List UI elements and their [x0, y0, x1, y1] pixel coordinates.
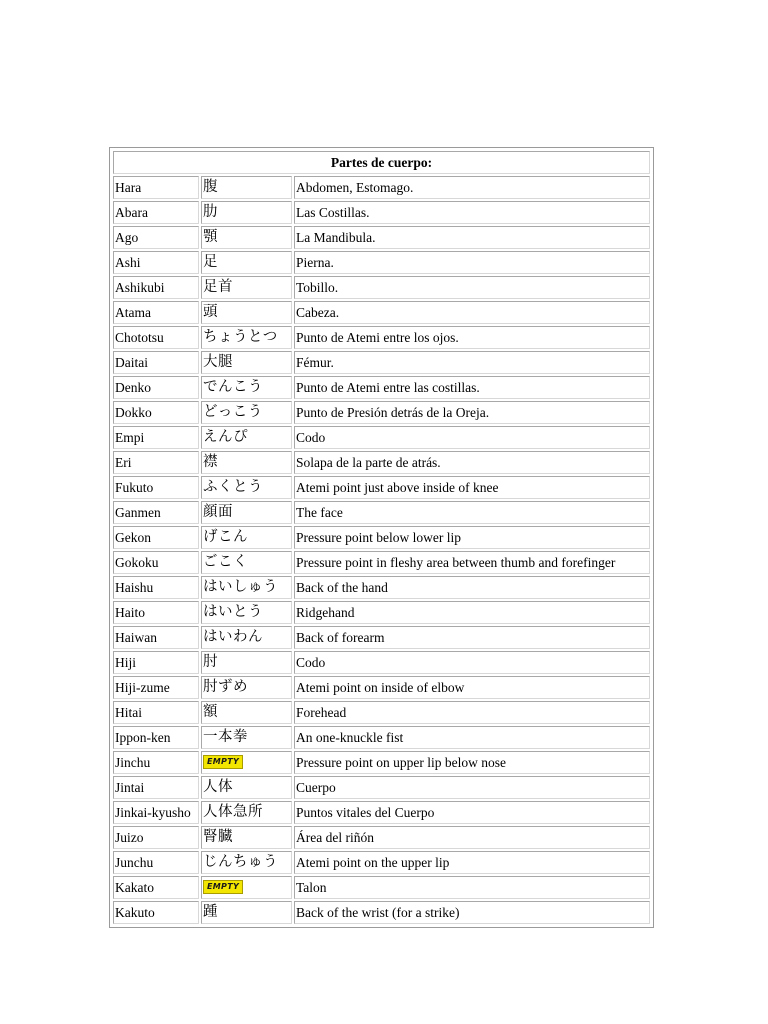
table-row	[113, 501, 650, 524]
meaning-cell: Codo	[294, 651, 650, 674]
table-row	[113, 701, 650, 724]
table-row	[113, 251, 650, 274]
japanese-cell	[201, 876, 292, 899]
japanese-cell: じんちゅう	[201, 851, 292, 874]
japanese-cell: でんこう	[201, 376, 292, 399]
japanese-cell: 踵	[201, 901, 292, 924]
table-row	[113, 276, 650, 299]
meaning-cell: Atemi point on the upper lip	[294, 851, 650, 874]
meaning-cell: Atemi point on inside of elbow	[294, 676, 650, 699]
japanese-cell: はいとう	[201, 601, 292, 624]
term-cell: Jintai	[113, 776, 199, 799]
table-row	[113, 576, 650, 599]
empty-image-placeholder: EMPTY	[203, 755, 243, 769]
term-cell: Fukuto	[113, 476, 199, 499]
japanese-cell: 腹	[201, 176, 292, 199]
japanese-cell: 肘	[201, 651, 292, 674]
term-cell: Chototsu	[113, 326, 199, 349]
meaning-cell: Área del riñón	[294, 826, 650, 849]
term-cell: Haiwan	[113, 626, 199, 649]
table-row	[113, 176, 650, 199]
term-cell: Hiji-zume	[113, 676, 199, 699]
term-cell: Jinchu	[113, 751, 199, 774]
meaning-cell: Pressure point below lower lip	[294, 526, 650, 549]
term-cell: Jinkai-kyusho	[113, 801, 199, 824]
term-cell: Ashi	[113, 251, 199, 274]
japanese-cell: 肘ずめ	[201, 676, 292, 699]
term-cell: Gekon	[113, 526, 199, 549]
term-cell: Ganmen	[113, 501, 199, 524]
term-cell: Hara	[113, 176, 199, 199]
table-row	[113, 351, 650, 374]
term-cell: Eri	[113, 451, 199, 474]
meaning-cell: Back of the hand	[294, 576, 650, 599]
japanese-cell: どっこう	[201, 401, 292, 424]
table-row	[113, 851, 650, 874]
table-row	[113, 226, 650, 249]
term-cell: Ippon-ken	[113, 726, 199, 749]
table-row	[113, 601, 650, 624]
term-cell: Dokko	[113, 401, 199, 424]
table-row	[113, 726, 650, 749]
meaning-cell: Punto de Atemi entre los ojos.	[294, 326, 650, 349]
meaning-cell: Puntos vitales del Cuerpo	[294, 801, 650, 824]
table-title: Partes de cuerpo:	[113, 151, 650, 174]
meaning-cell: La Mandibula.	[294, 226, 650, 249]
meaning-cell: Codo	[294, 426, 650, 449]
table-row	[113, 401, 650, 424]
table-row	[113, 801, 650, 824]
japanese-cell: はいしゅう	[201, 576, 292, 599]
table-row	[113, 451, 650, 474]
japanese-cell: 足	[201, 251, 292, 274]
japanese-cell: 大腿	[201, 351, 292, 374]
table-row	[113, 751, 650, 774]
japanese-cell: 顎	[201, 226, 292, 249]
table-row	[113, 651, 650, 674]
japanese-cell	[201, 751, 292, 774]
japanese-cell: 人体急所	[201, 801, 292, 824]
japanese-cell: 顔面	[201, 501, 292, 524]
japanese-cell: 腎臓	[201, 826, 292, 849]
japanese-cell: 頭	[201, 301, 292, 324]
term-cell: Empi	[113, 426, 199, 449]
meaning-cell: Pressure point in fleshy area between thumb and forefinger	[294, 551, 650, 574]
table-row	[113, 776, 650, 799]
meaning-cell: Abdomen, Estomago.	[294, 176, 650, 199]
table-row	[113, 676, 650, 699]
term-cell: Junchu	[113, 851, 199, 874]
japanese-cell: ごこく	[201, 551, 292, 574]
japanese-cell: 額	[201, 701, 292, 724]
meaning-cell: An one-knuckle fist	[294, 726, 650, 749]
term-cell: Ago	[113, 226, 199, 249]
japanese-cell: ちょうとつ	[201, 326, 292, 349]
term-cell: Abara	[113, 201, 199, 224]
meaning-cell: Back of forearm	[294, 626, 650, 649]
table-row	[113, 551, 650, 574]
meaning-cell: Talon	[294, 876, 650, 899]
table-row	[113, 876, 650, 899]
table-row	[113, 826, 650, 849]
meaning-cell: Tobillo.	[294, 276, 650, 299]
term-cell: Ashikubi	[113, 276, 199, 299]
table-row	[113, 426, 650, 449]
meaning-cell: Forehead	[294, 701, 650, 724]
term-cell: Denko	[113, 376, 199, 399]
table-row	[113, 526, 650, 549]
table-row	[113, 326, 650, 349]
meaning-cell: Cabeza.	[294, 301, 650, 324]
japanese-cell: ふくとう	[201, 476, 292, 499]
japanese-cell: えんぴ	[201, 426, 292, 449]
meaning-cell: Solapa de la parte de atrás.	[294, 451, 650, 474]
meaning-cell: Pierna.	[294, 251, 650, 274]
term-cell: Kakuto	[113, 901, 199, 924]
meaning-cell: Las Costillas.	[294, 201, 650, 224]
meaning-cell: Fémur.	[294, 351, 650, 374]
japanese-cell: 足首	[201, 276, 292, 299]
table-row	[113, 626, 650, 649]
term-cell: Atama	[113, 301, 199, 324]
term-cell: Daitai	[113, 351, 199, 374]
meaning-cell: Pressure point on upper lip below nose	[294, 751, 650, 774]
table-row	[113, 901, 650, 924]
japanese-cell: はいわん	[201, 626, 292, 649]
body-parts-table	[109, 147, 654, 928]
term-cell: Kakato	[113, 876, 199, 899]
japanese-cell: 一本拳	[201, 726, 292, 749]
table-header-row	[113, 151, 650, 174]
japanese-cell: 襟	[201, 451, 292, 474]
japanese-cell: げこん	[201, 526, 292, 549]
table-body	[113, 151, 650, 924]
term-cell: Gokoku	[113, 551, 199, 574]
japanese-cell: 人体	[201, 776, 292, 799]
meaning-cell: Punto de Atemi entre las costillas.	[294, 376, 650, 399]
table-row	[113, 476, 650, 499]
term-cell: Haishu	[113, 576, 199, 599]
meaning-cell: Back of the wrist (for a strike)	[294, 901, 650, 924]
meaning-cell: The face	[294, 501, 650, 524]
meaning-cell: Ridgehand	[294, 601, 650, 624]
table-row	[113, 376, 650, 399]
meaning-cell: Punto de Presión detrás de la Oreja.	[294, 401, 650, 424]
table-row	[113, 301, 650, 324]
empty-image-placeholder: EMPTY	[203, 880, 243, 894]
japanese-cell: 肋	[201, 201, 292, 224]
term-cell: Hiji	[113, 651, 199, 674]
term-cell: Juizo	[113, 826, 199, 849]
meaning-cell: Atemi point just above inside of knee	[294, 476, 650, 499]
term-cell: Haito	[113, 601, 199, 624]
term-cell: Hitai	[113, 701, 199, 724]
meaning-cell: Cuerpo	[294, 776, 650, 799]
table-row	[113, 201, 650, 224]
vocabulary-table	[111, 149, 652, 926]
